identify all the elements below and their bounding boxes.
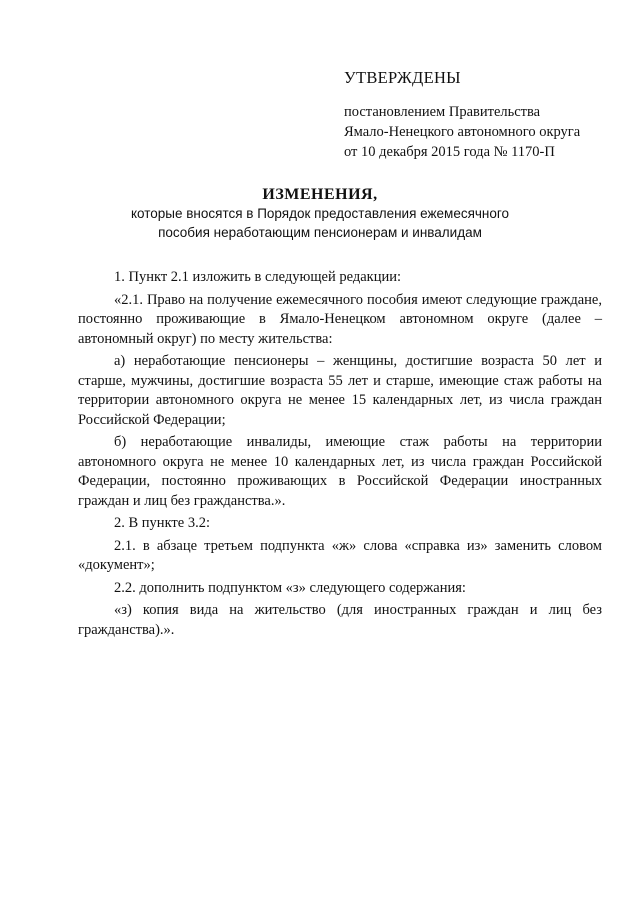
paragraph-5: 2. В пункте 3.2: xyxy=(114,515,210,531)
paragraph-2: «2.1. Право на получение ежемесячного пособия имеют следующие граждане, постоянно проживающие в Ямало-Ненецком автономном округе (далее – автономный округ) по месту жительства: xyxy=(78,291,602,347)
approval-stamp xyxy=(344,68,624,162)
paragraph-1: 1. Пункт 2.1 изложить в следующей редакции: xyxy=(114,269,402,285)
title-subtitle-line-2: пособия неработающим пенсионерам и инвалидам xyxy=(158,225,482,240)
approval-line-2: Ямало-Ненецкого автономного округа xyxy=(344,124,581,140)
paragraph-3: а) неработающие пенсионеры – женщины, достигшие возраста 50 лет и старше, мужчины, достигшие возраста 55 лет и старше, имеющие стаж работы на территории автономного округа не менее 15 календарных лет, из числа граждан Российской Федерации; xyxy=(78,353,602,428)
document-body xyxy=(78,268,602,640)
paragraph-4: б) неработающие инвалиды, имеющие стаж работы на территории автономного округа не менее 10 календарных лет, из числа граждан Российской Федерации, постоянно проживающих в Российской Федерации иностранных граждан и лиц без гражданства.». xyxy=(78,434,602,509)
title-main: ИЗМЕНЕНИЯ, xyxy=(262,186,378,203)
paragraph-6: 2.1. в абзаце третьем подпункта «ж» слова «справка из» заменить словом «документ»; xyxy=(78,537,602,573)
approval-heading: УТВЕРЖДЕНЫ xyxy=(344,68,461,87)
document-title xyxy=(60,186,580,242)
paragraph-8: «з) копия вида на жительство (для иностранных граждан и лиц без гражданства).». xyxy=(78,602,602,638)
paragraph-7: 2.2. дополнить подпунктом «з» следующего содержания: xyxy=(114,579,466,596)
title-subtitle-line-1: которые вносятся в Порядок предоставления ежемесячного xyxy=(130,206,510,221)
approval-line-3: от 10 декабря 2015 года № 1170-П xyxy=(344,144,555,160)
approval-line-1: постановлением Правительства xyxy=(344,104,541,120)
